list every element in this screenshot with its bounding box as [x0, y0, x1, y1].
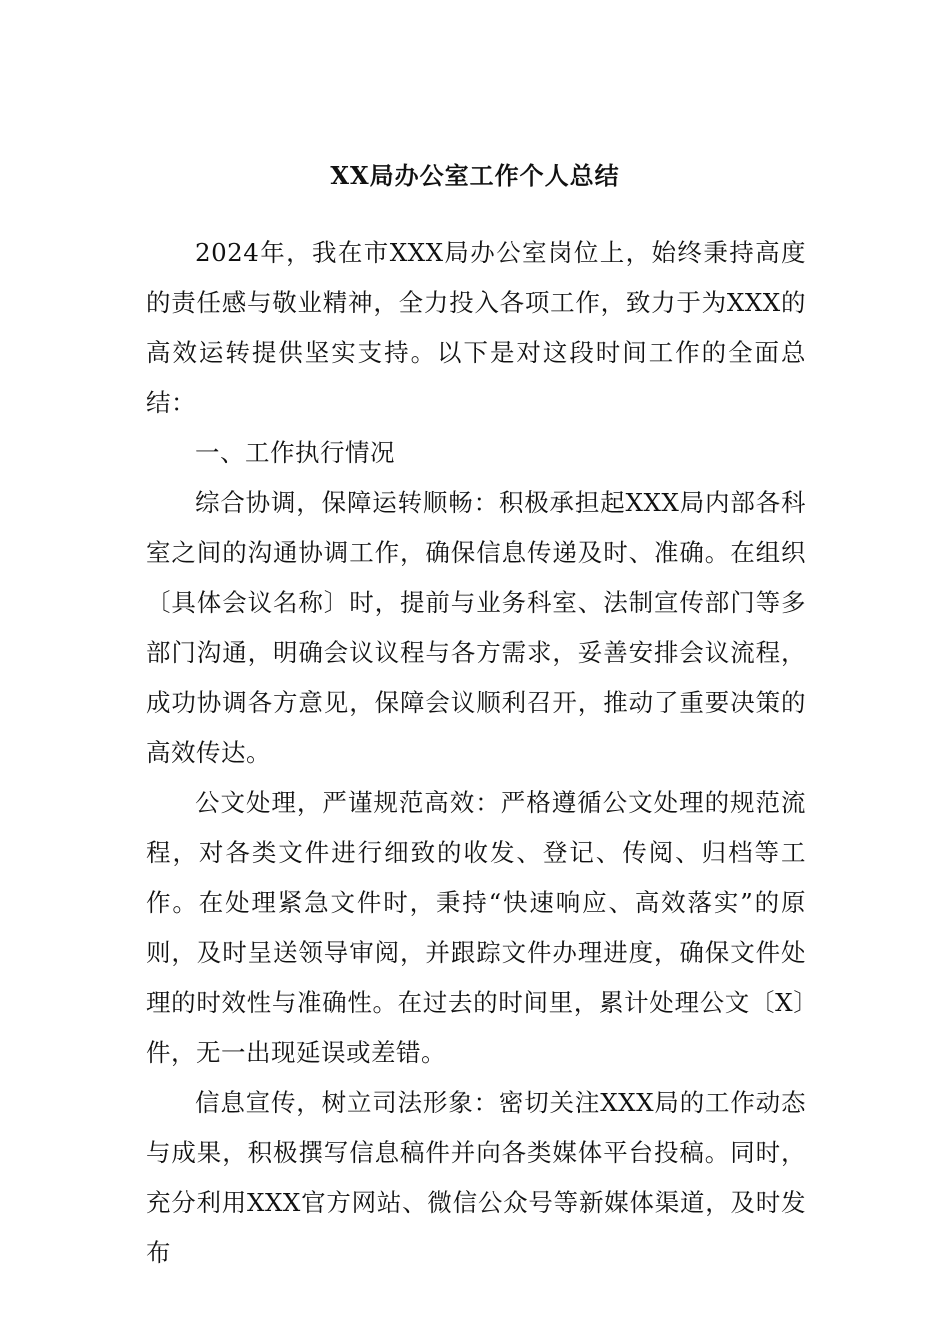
publicity-paragraph: 信息宣传，树立司法形象：密切关注XXX局的工作动态与成果，积极撰写信息稿件并向各类媒体平台投稿。同时，充分利用XXX官方网站、微信公众号等新媒体渠道，及时发布	[146, 1088, 806, 1267]
section-heading: 一、工作执行情况	[195, 438, 395, 467]
intro-paragraph: 2024年，我在市XXX局办公室岗位上，始终秉持高度的责任感与敬业精神，全力投入各项工作，致力于为XXX的高效运转提供坚实支持。以下是对这段时间工作的全面总结：	[146, 238, 806, 417]
document-title: XX局办公室工作个人总结	[330, 161, 620, 190]
document-body	[146, 228, 806, 1278]
coordination-paragraph: 综合协调，保障运转顺畅：积极承担起XXX局内部各科室之间的沟通协调工作，确保信息传递及时、准确。在组织〔具体会议名称〕时，提前与业务科室、法制宣传部门等多部门沟通，明确会议议程与各方需求，妥善安排会议流程，成功协调各方意见，保障会议顺利召开，推动了重要决策的高效传达。	[146, 488, 806, 767]
document-handling-paragraph: 公文处理，严谨规范高效：严格遵循公文处理的规范流程，对各类文件进行细致的收发、登记、传阅、归档等工作。在处理紧急文件时，秉持“快速响应、高效落实”的原则，及时呈送领导审阅，并跟踪文件办理进度，确保文件处理的时效性与准确性。在过去的时间里，累计处理公文〔X〕件，无一出现延误或差错。	[146, 788, 806, 1067]
